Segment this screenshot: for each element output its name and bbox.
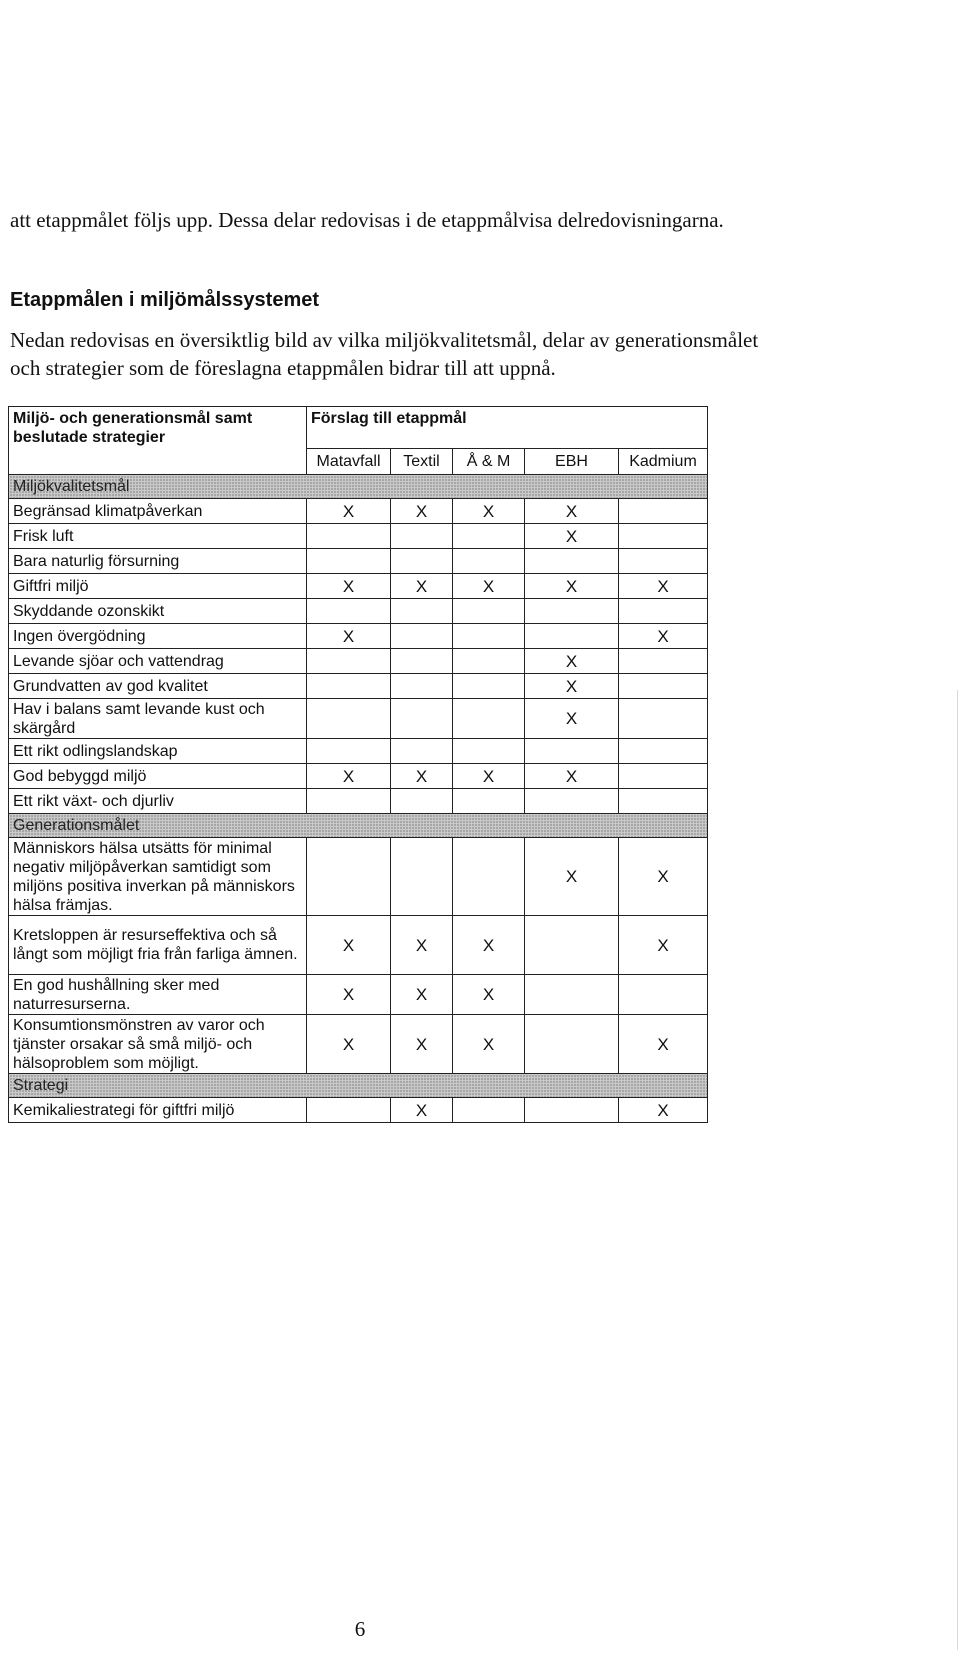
contribution-mark — [391, 649, 453, 674]
left-header: Miljö- och generationsmål samt beslutade strategier — [9, 407, 307, 475]
section-title: Generationsmålet — [9, 814, 708, 838]
intro-paragraph: att etappmålet följs upp. Dessa delar redovisas i de etappmålvisa delredovisningarna. — [10, 208, 724, 232]
table-row — [9, 524, 708, 549]
contribution-mark: X — [619, 1098, 708, 1123]
contribution-mark — [391, 789, 453, 814]
contribution-mark — [525, 916, 619, 975]
contribution-mark — [619, 739, 708, 764]
table-row — [9, 499, 708, 524]
column-header-matavfall: Matavfall — [307, 449, 391, 475]
table-header-row — [9, 407, 708, 449]
table-row — [9, 764, 708, 789]
row-label: En god hushållning sker med naturresurserna. — [9, 975, 307, 1015]
contribution-mark: X — [307, 764, 391, 789]
contribution-mark — [453, 624, 525, 649]
contribution-mark — [391, 624, 453, 649]
contribution-mark — [619, 499, 708, 524]
contribution-mark: X — [525, 499, 619, 524]
contribution-mark — [453, 649, 525, 674]
contribution-mark: X — [391, 1015, 453, 1074]
right-header: Förslag till etappmål — [307, 407, 708, 449]
contribution-mark — [453, 524, 525, 549]
table-row — [9, 975, 708, 1015]
contribution-mark — [307, 838, 391, 916]
contribution-mark — [453, 739, 525, 764]
contribution-mark — [453, 549, 525, 574]
contribution-mark: X — [619, 916, 708, 975]
contribution-mark — [391, 674, 453, 699]
contribution-mark: X — [307, 916, 391, 975]
contribution-mark — [453, 789, 525, 814]
table-row — [9, 838, 708, 916]
section-header-row — [9, 814, 708, 838]
contribution-mark — [525, 624, 619, 649]
contribution-mark — [307, 789, 391, 814]
contribution-mark — [391, 739, 453, 764]
contribution-mark — [525, 599, 619, 624]
contribution-mark — [525, 549, 619, 574]
contribution-mark — [453, 599, 525, 624]
contribution-mark — [619, 649, 708, 674]
contribution-mark — [619, 764, 708, 789]
contribution-mark: X — [307, 499, 391, 524]
table-row — [9, 599, 708, 624]
row-label: Frisk luft — [9, 524, 307, 549]
contribution-mark — [453, 838, 525, 916]
contribution-mark: X — [391, 916, 453, 975]
page-number: 6 — [354, 1617, 366, 1641]
contribution-mark — [307, 1098, 391, 1123]
contribution-mark — [391, 599, 453, 624]
contribution-mark — [525, 739, 619, 764]
table-row — [9, 1015, 708, 1074]
section-heading: Etappmålen i miljömålssystemet — [10, 289, 320, 311]
contribution-mark: X — [453, 975, 525, 1015]
contribution-mark — [391, 838, 453, 916]
contribution-mark: X — [453, 574, 525, 599]
contribution-mark: X — [525, 699, 619, 739]
column-header-kadmium: Kadmium — [619, 449, 708, 475]
contribution-mark: X — [525, 524, 619, 549]
contribution-mark: X — [307, 574, 391, 599]
column-header-ebh: EBH — [525, 449, 619, 475]
contribution-mark: X — [453, 764, 525, 789]
section-title: Strategi — [9, 1074, 708, 1098]
section-header-row — [9, 475, 708, 499]
row-label: Kemikaliestrategi för giftfri miljö — [9, 1098, 307, 1123]
row-label: Grundvatten av god kvalitet — [9, 674, 307, 699]
contribution-mark: X — [307, 624, 391, 649]
contribution-mark — [525, 975, 619, 1015]
contribution-mark: X — [453, 1015, 525, 1074]
contribution-mark — [307, 674, 391, 699]
contribution-mark — [307, 599, 391, 624]
contribution-mark: X — [391, 574, 453, 599]
table-row — [9, 789, 708, 814]
contribution-mark — [391, 549, 453, 574]
contribution-mark — [525, 1015, 619, 1074]
contribution-mark: X — [391, 499, 453, 524]
scan-edge-line — [957, 690, 958, 1650]
table-row — [9, 649, 708, 674]
row-label: Ingen övergödning — [9, 624, 307, 649]
contribution-mark — [307, 739, 391, 764]
contribution-mark: X — [525, 674, 619, 699]
contribution-mark — [453, 1098, 525, 1123]
contribution-mark: X — [619, 624, 708, 649]
contribution-mark: X — [619, 574, 708, 599]
table-row — [9, 574, 708, 599]
contribution-mark — [453, 699, 525, 739]
contribution-mark — [307, 549, 391, 574]
row-label: Begränsad klimatpåverkan — [9, 499, 307, 524]
contribution-mark: X — [307, 975, 391, 1015]
section-header-row — [9, 1074, 708, 1098]
column-header-a-och-m: Å & M — [453, 449, 525, 475]
contribution-mark — [391, 524, 453, 549]
row-label: Ett rikt odlingslandskap — [9, 739, 307, 764]
contribution-mark — [307, 699, 391, 739]
table-row — [9, 916, 708, 975]
row-label: God bebyggd miljö — [9, 764, 307, 789]
column-header-textil: Textil — [391, 449, 453, 475]
contribution-mark: X — [525, 574, 619, 599]
row-label: Ett rikt växt- och djurliv — [9, 789, 307, 814]
table-row — [9, 674, 708, 699]
row-label: Kretsloppen är resurseffektiva och så långt som möjligt fria från farliga ämnen. — [9, 916, 307, 975]
contribution-mark: X — [525, 649, 619, 674]
row-label: Bara naturlig försurning — [9, 549, 307, 574]
table-row — [9, 1098, 708, 1123]
contribution-mark — [525, 1098, 619, 1123]
contribution-mark: X — [453, 916, 525, 975]
contribution-mark: X — [391, 975, 453, 1015]
contribution-mark: X — [525, 764, 619, 789]
contribution-mark — [619, 674, 708, 699]
row-label: Giftfri miljö — [9, 574, 307, 599]
contribution-mark: X — [619, 1015, 708, 1074]
table-row — [9, 549, 708, 574]
contribution-mark: X — [391, 1098, 453, 1123]
contribution-mark: X — [619, 838, 708, 916]
contribution-mark: X — [307, 1015, 391, 1074]
contribution-mark — [619, 699, 708, 739]
lead-paragraph: Nedan redovisas en översiktlig bild av vilka miljökvalitetsmål, delar av generationsmålet och strategier som de föreslagna etappmålen bidrar till att uppnå. — [10, 328, 759, 380]
row-label: Skyddande ozonskikt — [9, 599, 307, 624]
contribution-mark — [619, 524, 708, 549]
contribution-mark: X — [391, 764, 453, 789]
contribution-mark — [619, 599, 708, 624]
table-row — [9, 739, 708, 764]
contribution-mark — [453, 674, 525, 699]
goals-matrix-table — [8, 406, 708, 1123]
contribution-mark — [307, 524, 391, 549]
table-row — [9, 699, 708, 739]
contribution-mark — [619, 549, 708, 574]
contribution-mark — [307, 649, 391, 674]
row-label: Människors hälsa utsätts för minimal negativ miljöpåverkan samtidigt som miljöns positiva inverkan på människors hälsa främjas. — [9, 838, 307, 916]
contribution-mark — [619, 975, 708, 1015]
section-title: Miljökvalitetsmål — [9, 475, 708, 499]
table-row — [9, 624, 708, 649]
contribution-mark: X — [453, 499, 525, 524]
contribution-mark: X — [525, 838, 619, 916]
contribution-mark — [525, 789, 619, 814]
row-label: Konsumtionsmönstren av varor och tjänster orsakar så små miljö- och hälsoproblem som möjligt. — [9, 1015, 307, 1074]
contribution-mark — [619, 789, 708, 814]
contribution-mark — [391, 699, 453, 739]
row-label: Levande sjöar och vattendrag — [9, 649, 307, 674]
row-label: Hav i balans samt levande kust och skärgård — [9, 699, 307, 739]
